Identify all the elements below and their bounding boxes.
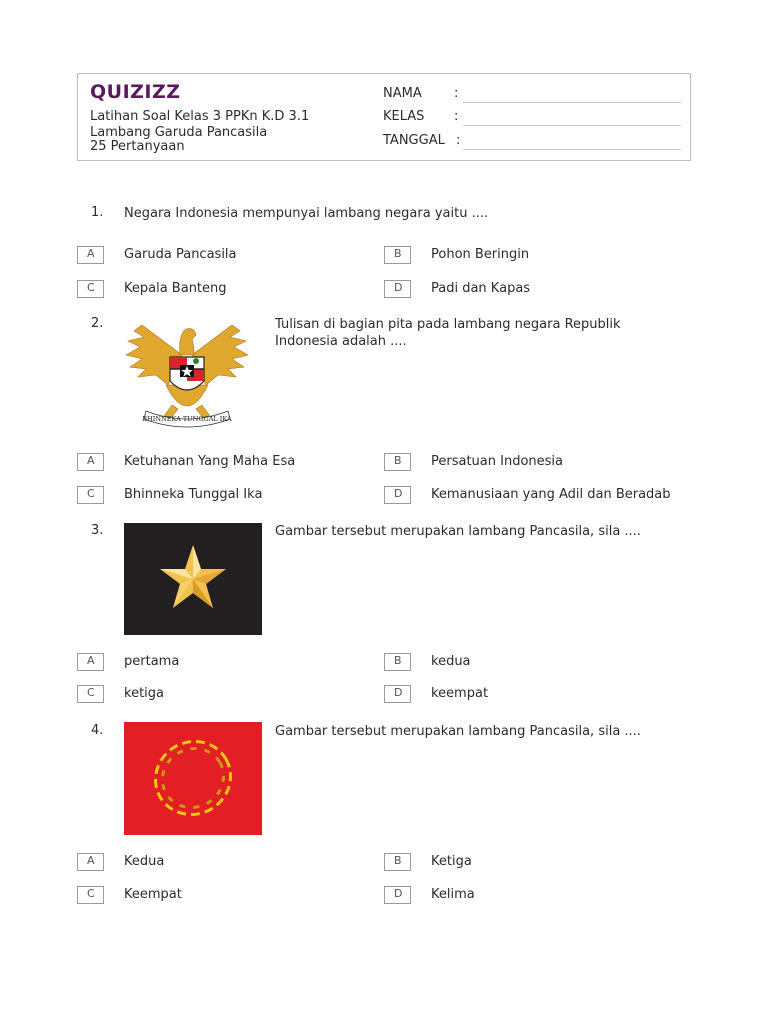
- worksheet-title-line2: Lambang Garuda Pancasila: [90, 125, 268, 140]
- class-colon: :: [454, 109, 459, 124]
- option-text: Kepala Banteng: [124, 281, 227, 296]
- question-text: Gambar tersebut merupakan lambang Pancasila, sila ....: [275, 724, 641, 739]
- question-count: 25 Pertanyaan: [90, 139, 185, 154]
- option-text: Ketiga: [431, 854, 472, 869]
- option-text: pertama: [124, 654, 180, 669]
- option-text: Pohon Beringin: [431, 247, 530, 262]
- option-box-a[interactable]: A: [77, 246, 104, 264]
- worksheet-header: [77, 73, 691, 161]
- name-label: NAMA: [383, 86, 422, 101]
- question-number: 4.: [91, 723, 104, 738]
- question-text: Negara Indonesia mempunyai lambang negara yaitu ....: [124, 206, 489, 221]
- option-text: Padi dan Kapas: [431, 281, 531, 296]
- option-text: Ketuhanan Yang Maha Esa: [124, 454, 296, 469]
- name-colon: :: [454, 86, 459, 101]
- option-text: Bhinneka Tunggal Ika: [124, 487, 263, 502]
- option-box-d[interactable]: D: [384, 280, 411, 298]
- option-text: Garuda Pancasila: [124, 247, 237, 262]
- class-label: KELAS: [383, 109, 425, 124]
- option-box-a[interactable]: A: [77, 853, 104, 871]
- option-box-d[interactable]: D: [384, 685, 411, 703]
- date-field[interactable]: [463, 149, 681, 150]
- quizizz-logo: QUIZIZZ: [90, 81, 181, 103]
- option-text: keempat: [431, 686, 489, 701]
- name-field[interactable]: [463, 102, 681, 103]
- option-text: Kelima: [431, 887, 475, 902]
- option-text: ketiga: [124, 686, 164, 701]
- option-text: Kemanusiaan yang Adil dan Beradab: [431, 487, 671, 502]
- question-number: 3.: [91, 523, 104, 538]
- question-text: Tulisan di bagian pita pada lambang negara Republik Indonesia adalah ....: [275, 317, 621, 349]
- garuda-pancasila-icon: [122, 315, 252, 433]
- option-box-c[interactable]: C: [77, 685, 104, 703]
- gold-chain-icon: [124, 722, 262, 835]
- option-box-a[interactable]: A: [77, 453, 104, 471]
- option-box-b[interactable]: B: [384, 246, 411, 264]
- option-text: Persatuan Indonesia: [431, 454, 563, 469]
- gold-star-icon: [124, 523, 262, 635]
- ribbon-text: BHINNEKA TUNGGAL IKA: [142, 415, 232, 423]
- option-box-c[interactable]: C: [77, 486, 104, 504]
- option-text: Kedua: [124, 854, 165, 869]
- option-box-c[interactable]: C: [77, 886, 104, 904]
- option-box-a[interactable]: A: [77, 653, 104, 671]
- option-box-d[interactable]: D: [384, 486, 411, 504]
- option-box-b[interactable]: B: [384, 453, 411, 471]
- option-text: Keempat: [124, 887, 182, 902]
- option-box-b[interactable]: B: [384, 853, 411, 871]
- worksheet-title-line1: Latihan Soal Kelas 3 PPKn K.D 3.1: [90, 109, 310, 124]
- option-box-d[interactable]: D: [384, 886, 411, 904]
- question-text: Gambar tersebut merupakan lambang Pancasila, sila ....: [275, 524, 641, 539]
- date-colon: :: [456, 133, 461, 148]
- option-box-c[interactable]: C: [77, 280, 104, 298]
- option-box-b[interactable]: B: [384, 653, 411, 671]
- option-text: kedua: [431, 654, 471, 669]
- class-field[interactable]: [463, 125, 681, 126]
- question-number: 2.: [91, 316, 104, 331]
- question-number: 1.: [91, 205, 104, 220]
- date-label: TANGGAL: [383, 133, 445, 148]
